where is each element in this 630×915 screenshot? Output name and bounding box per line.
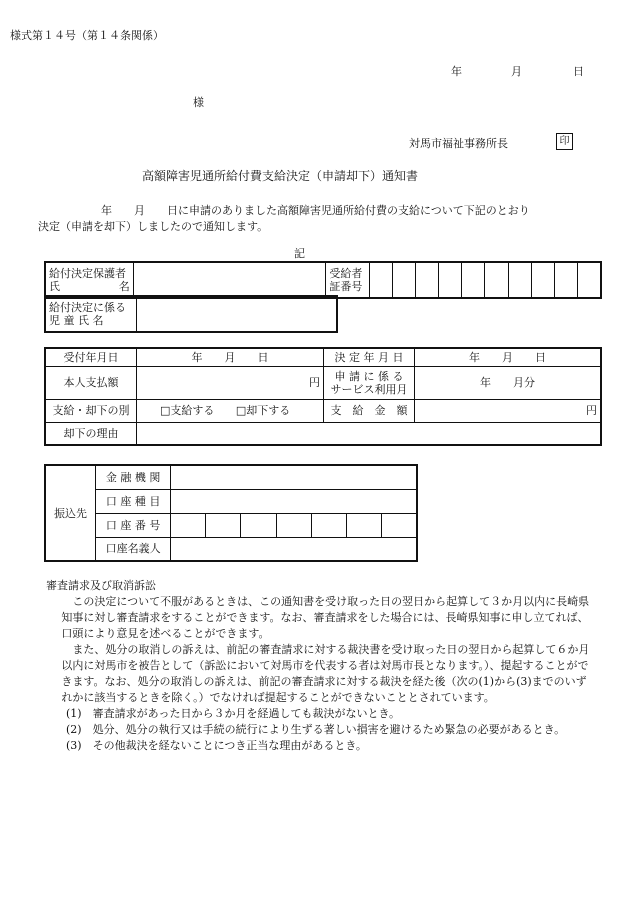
bank-field[interactable] — [171, 465, 417, 489]
account-digit-3[interactable] — [241, 513, 276, 537]
transfer-label: 振込先 — [45, 465, 95, 561]
guardian-label-mei: 名 — [118, 280, 130, 293]
self-pay-label: 本人支払額 — [45, 366, 137, 399]
account-digit-6[interactable] — [346, 513, 381, 537]
guardian-label-shi: 氏 — [49, 280, 60, 293]
decision-date-label: 決 定 年 月 日 — [324, 348, 415, 366]
service-month-label-line2: サービス利用月 — [330, 382, 408, 396]
recipient-label-line2: 証番号 — [329, 280, 363, 293]
bank-label: 金 融 機 関 — [95, 465, 170, 489]
child-name-field[interactable] — [137, 296, 338, 332]
pay-reject-label: 支給・却下の別 — [45, 399, 137, 422]
appeal-notes — [46, 578, 594, 754]
child-label-cell — [45, 296, 137, 332]
intro-line-1: 年 月 日に申請のありました高額障害児通所給付費の支給について下記のとおり — [101, 204, 530, 217]
amount-label: 支 給 金 額 — [324, 399, 415, 422]
recipient-digit-6[interactable] — [485, 262, 508, 298]
seal-stamp: 印 — [556, 133, 573, 150]
receipt-date-value[interactable]: 年 月 日 — [137, 348, 324, 366]
recipient-digit-10[interactable] — [577, 262, 601, 298]
form-number: 様式第１４号（第１４条関係） — [10, 29, 164, 42]
decision-date-value[interactable]: 年 月 日 — [415, 348, 602, 366]
recipient-digit-5[interactable] — [462, 262, 485, 298]
receipt-date-label: 受付年月日 — [45, 348, 137, 366]
child-label-line2: 児 童 氏 名 — [49, 314, 104, 327]
recipient-digit-1[interactable] — [369, 262, 392, 298]
guardian-label-cell — [45, 262, 133, 298]
account-holder-label: 口座名義人 — [95, 537, 170, 561]
table-guardian — [44, 261, 602, 299]
guardian-name-field[interactable] — [133, 262, 326, 298]
intro-line-2: 決定（申請を却下）しましたので通知します。 — [38, 220, 269, 233]
recipient-digit-8[interactable] — [531, 262, 554, 298]
notes-item-2: (2) 処分、処分の執行又は手続の続行により生ずる著しい損害を避けるため緊急の必要があるとき。 — [66, 723, 566, 736]
document-title: 高額障害児通所給付費支給決定（申請却下）通知書 — [142, 169, 419, 183]
account-digit-2[interactable] — [206, 513, 241, 537]
addressee-suffix: 様 — [193, 96, 204, 109]
notes-para-1: この決定について不服があるときは、この通知書を受け取った日の翌日から起算して３か月以内に長崎県知事に対し審査請求をすることができます。なお、審査請求をした場合には、長崎県知事に申し立てれば、口頭により意見を述べることができます。 — [61, 595, 590, 640]
recipient-digit-2[interactable] — [393, 262, 416, 298]
notes-item-3: (3) その他裁決を経ないことにつき正当な理由があるとき。 — [66, 739, 367, 752]
amount-yen: 円 — [586, 404, 597, 417]
account-digit-5[interactable] — [311, 513, 346, 537]
table-decision — [44, 347, 602, 446]
amount-field[interactable] — [415, 399, 602, 422]
guardian-label-line2 — [49, 280, 130, 293]
date-year: 年 — [451, 65, 462, 78]
child-label-line1: 給付決定に係る — [49, 301, 126, 314]
reject-reason-label: 却下の理由 — [45, 422, 137, 445]
recipient-digit-4[interactable] — [439, 262, 462, 298]
recipient-label-cell — [326, 262, 370, 298]
account-type-label: 口 座 種 目 — [95, 489, 170, 513]
table-child — [44, 295, 338, 333]
account-number-label: 口 座 番 号 — [95, 513, 170, 537]
service-month-value[interactable]: 年 月分 — [415, 366, 602, 399]
reject-reason-field[interactable] — [137, 422, 602, 445]
checkbox-pay[interactable]: □支給する — [160, 404, 215, 417]
account-type-field[interactable] — [171, 489, 417, 513]
account-digit-1[interactable] — [171, 513, 206, 537]
date-day: 日 — [573, 65, 584, 78]
pay-reject-options — [137, 399, 324, 422]
service-month-label — [324, 366, 415, 399]
issuer: 対馬市福祉事務所長 — [409, 137, 508, 150]
recipient-digit-3[interactable] — [416, 262, 439, 298]
ki-heading: 記 — [294, 247, 305, 260]
recipient-label-line1: 受給者 — [329, 267, 363, 280]
account-digit-4[interactable] — [276, 513, 311, 537]
account-holder-field[interactable] — [171, 537, 417, 561]
notes-para-2: また、処分の取消しの訴えは、前記の審査請求に対する裁決書を受け取った日の翌日から起算して６か月以内に対馬市を被告として（訴訟において対馬市を代表する者は対馬市長となります。）、提起することができます。なお、処分の取消しの訴えは、前記の審査請求に対する裁決を経た後（次の(1)から(3)までのいずれかに該当するときを除く。）でなければ提起することができないこととされています。 — [61, 643, 590, 704]
self-pay-yen: 円 — [309, 376, 320, 389]
service-month-label-line1: 申 請 に 係 る — [334, 369, 404, 383]
recipient-digit-7[interactable] — [508, 262, 531, 298]
guardian-label-line1: 給付決定保護者 — [49, 267, 126, 280]
notes-heading: 審査請求及び取消訴訟 — [46, 579, 156, 592]
notes-item-1: (1) 審査請求があった日から３か月を経過しても裁決がないとき。 — [66, 707, 401, 720]
date-month: 月 — [511, 65, 522, 78]
table-bank — [44, 464, 418, 562]
recipient-digit-9[interactable] — [554, 262, 577, 298]
account-digit-7[interactable] — [381, 513, 417, 537]
self-pay-field[interactable] — [137, 366, 324, 399]
checkbox-reject[interactable]: □却下する — [235, 404, 291, 417]
